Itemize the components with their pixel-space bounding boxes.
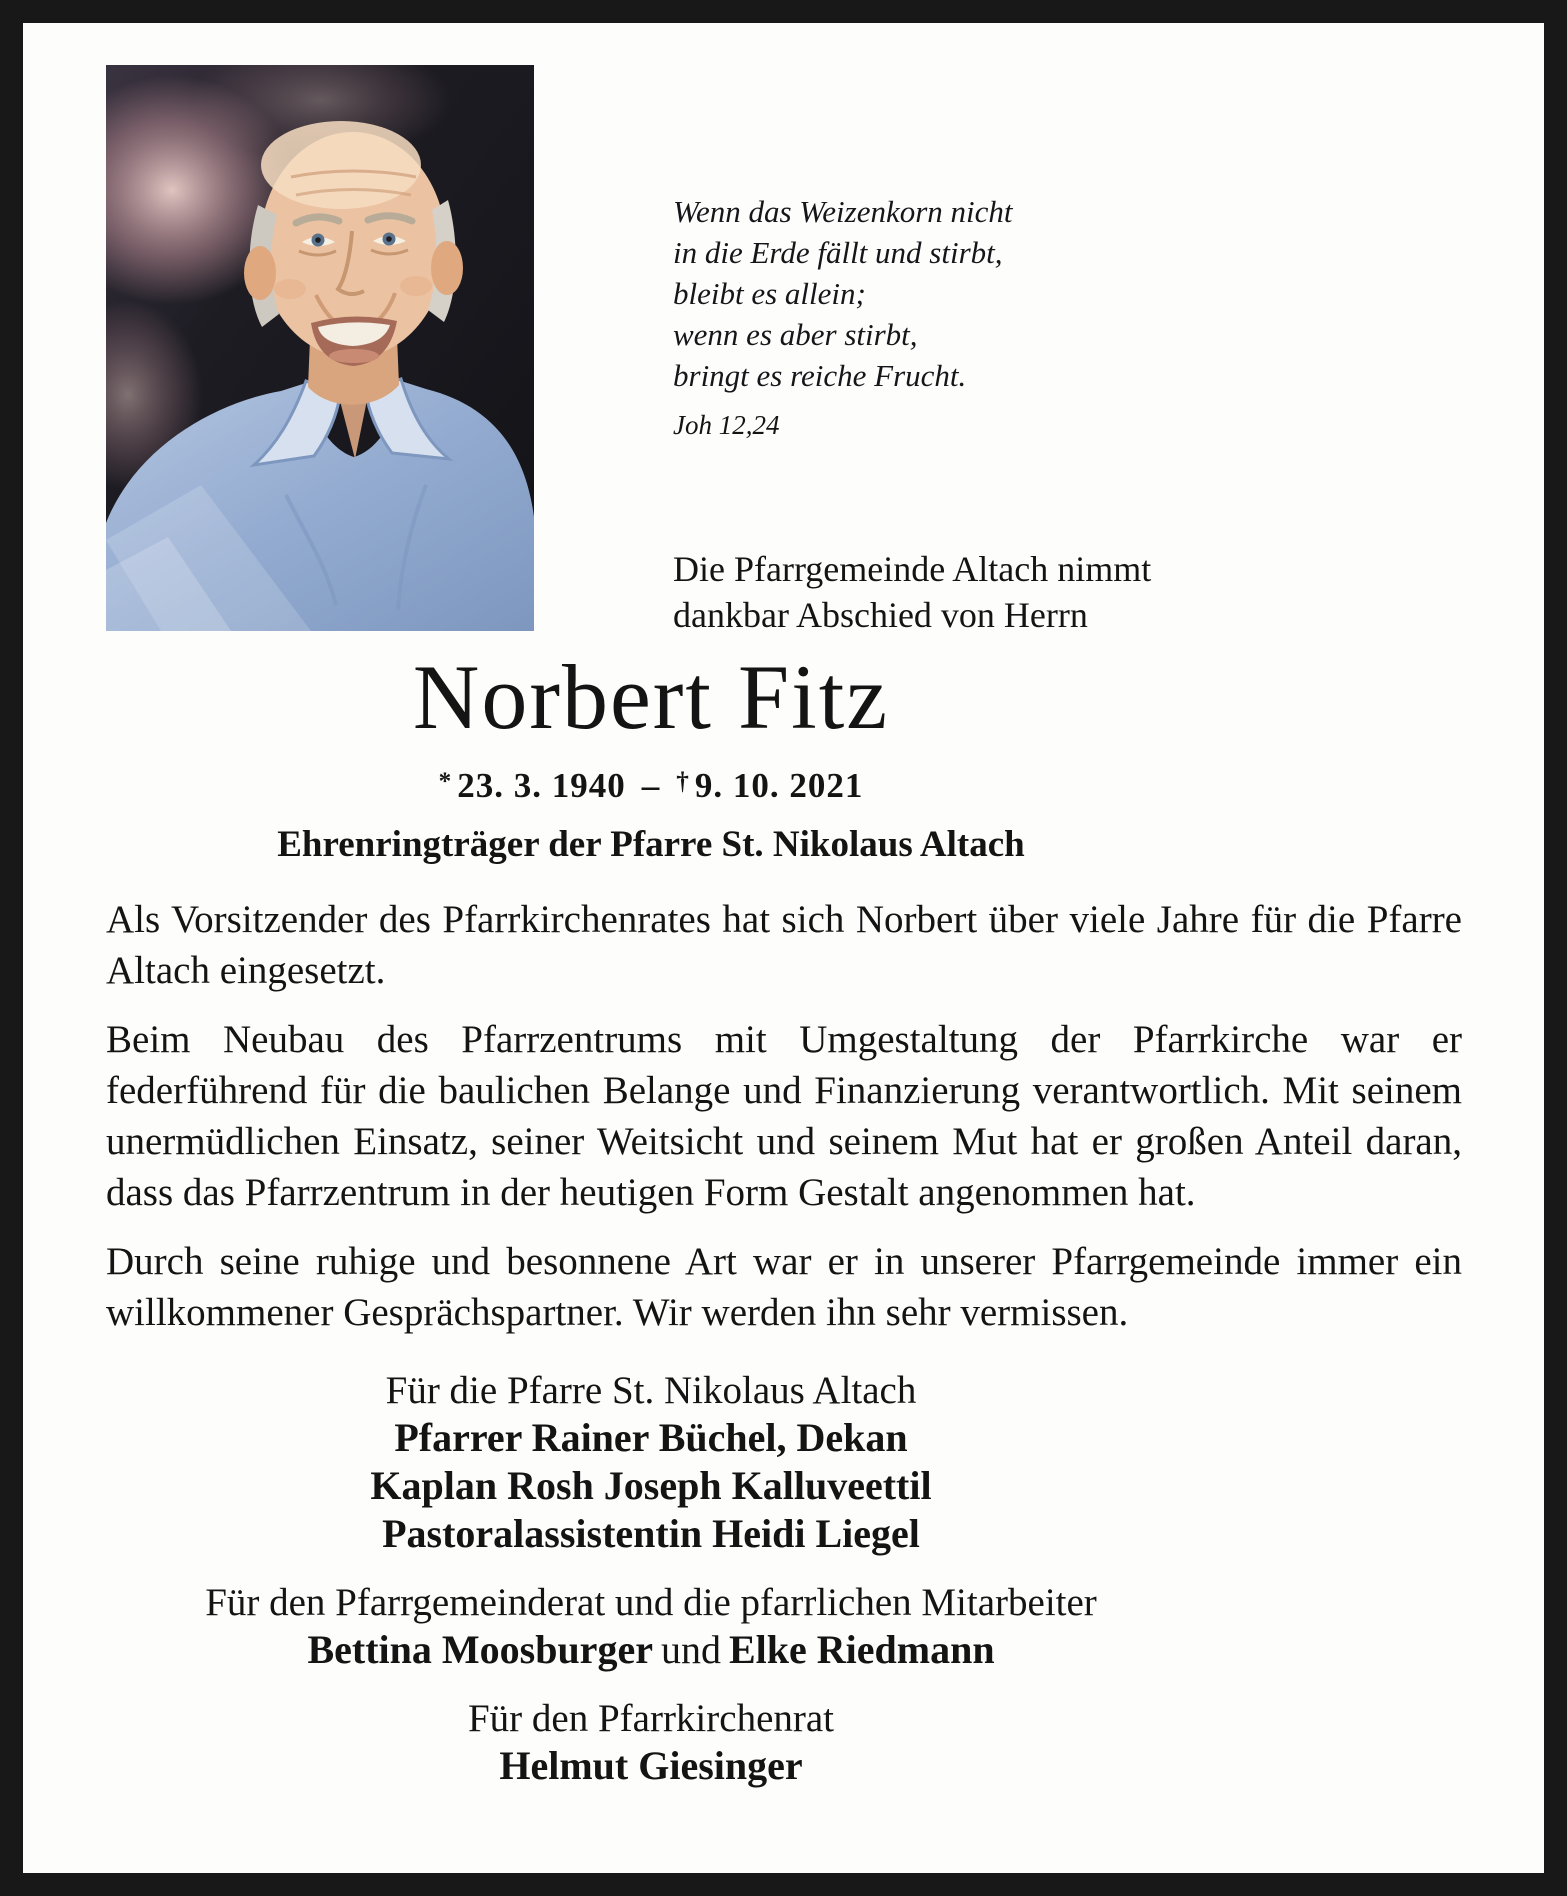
signature-group-header: Für den Pfarrkirchenrat — [467, 1696, 835, 1740]
signature-names-line — [106, 1626, 1196, 1674]
quote-line: bleibt es allein; — [673, 276, 866, 311]
death-symbol: † — [676, 767, 690, 795]
signature-group-header: Für die Pfarre St. Nikolaus Altach — [385, 1368, 917, 1412]
signature-name: Pfarrer Rainer Büchel, Dekan — [394, 1414, 908, 1460]
obituary-text — [106, 894, 1462, 1338]
signature-group-pfarrkirchenrat — [106, 1696, 1196, 1790]
quote-citation: Joh 12,24 — [673, 410, 780, 440]
scripture-quote — [673, 191, 1433, 442]
birth-symbol: * — [438, 767, 453, 795]
signature-name: Kaplan Rosh Joseph Kalluveettil — [370, 1462, 932, 1508]
paragraph: Als Vorsitzender des Pfarrkirchenrates hat sich Norbert über viele Jahre für die Pfarre Altach eingesetzt. — [106, 897, 1462, 992]
announcement-line: dankbar Abschied von Herrn — [673, 595, 1088, 635]
quote-line: bringt es reiche Frucht. — [673, 358, 967, 393]
birth-date: 23. 3. 1940 — [457, 765, 626, 805]
death-date: 9. 10. 2021 — [694, 765, 864, 805]
signatures — [106, 1368, 1196, 1790]
signature-group-header: Für den Pfarrgemeinderat und die pfarrlichen Mitarbeiter — [205, 1580, 1097, 1624]
quote-line: in die Erde fällt und stirbt, — [673, 235, 1003, 270]
portrait-illustration — [106, 65, 534, 631]
signature-name: Elke Riedmann — [728, 1626, 995, 1672]
dates-separator: – — [641, 765, 661, 805]
top-section — [23, 23, 1544, 635]
quote-line: Wenn das Weizenkorn nicht — [673, 194, 1013, 229]
signature-group-pfarre — [106, 1368, 1196, 1558]
quote-line: wenn es aber stirbt, — [673, 317, 918, 352]
announcement — [673, 546, 1433, 638]
paragraph: Durch seine ruhige und besonnene Art war er in unserer Pfarrgemeinde immer ein willkommener Gesprächspartner. Wir werden ihn sehr vermissen. — [106, 1239, 1462, 1334]
portrait-photo — [106, 65, 534, 631]
paragraph: Beim Neubau des Pfarrzentrums mit Umgestaltung der Pfarrkirche war er federführend für die baulichen Belange und Finanzierung verantwortlich. Mit seinem unermüdlichen Einsatz, seiner Weitsicht und seinem Mut hat er großen Anteil daran, dass das Pfarrzentrum in der heutigen Form Gestalt angenommen hat. — [106, 1017, 1462, 1214]
header-block — [106, 646, 1196, 868]
signature-connector: und — [660, 1626, 721, 1672]
top-right-text — [673, 191, 1433, 638]
signature-group-pfarrgemeinderat — [106, 1580, 1196, 1674]
announcement-line: Die Pfarrgemeinde Altach nimmt — [673, 549, 1152, 589]
signature-name: Helmut Giesinger — [499, 1742, 803, 1788]
signature-name: Pastoralassistentin Heidi Liegel — [382, 1510, 920, 1556]
life-dates — [106, 760, 1196, 808]
signature-name: Bettina Moosburger — [307, 1626, 653, 1672]
deceased-name: Norbert Fitz — [412, 646, 890, 748]
honor-title: Ehrenringträger der Pfarre St. Nikolaus Altach — [277, 823, 1025, 865]
